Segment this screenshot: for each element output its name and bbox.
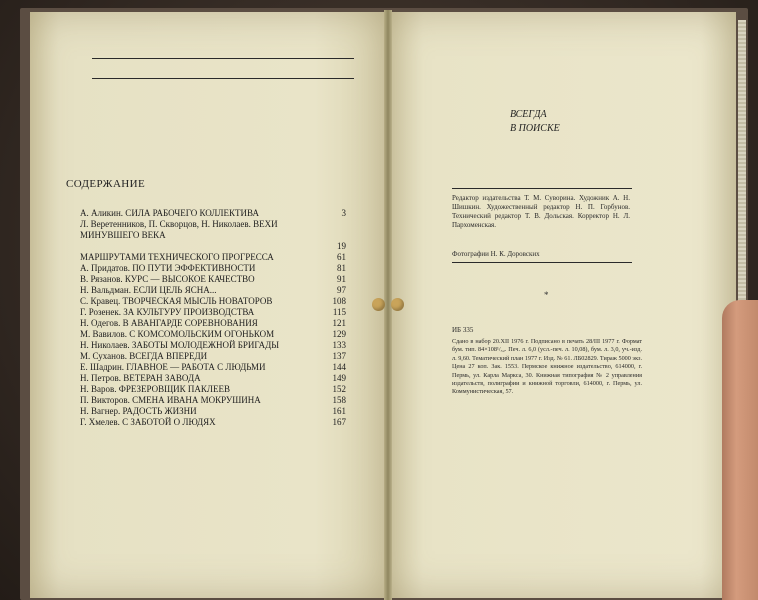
credits-top-rule	[452, 188, 632, 189]
thumb	[722, 300, 758, 600]
toc-entry	[80, 329, 346, 340]
toc-entry-page: 137	[332, 351, 346, 361]
top-rule-1	[92, 58, 354, 59]
toc-entry-page: 61	[337, 252, 346, 262]
toc-entry-title: Н. Николаев. ЗАБОТЫ МОЛОДЕЖНОЙ БРИГАДЫ	[80, 340, 280, 350]
contents-heading: СОДЕРЖАНИЕ	[66, 178, 146, 190]
toc-entry	[80, 296, 346, 307]
toc-entry-title: П. Викторов. СМЕНА ИВАНА МОКРУШИНА	[80, 395, 261, 405]
toc-entry-title: Г. Хмелев. С ЗАБОТОЙ О ЛЮДЯХ	[80, 417, 216, 427]
toc-entry-title: Е. Шадрин. ГЛАВНОЕ — РАБОТА С ЛЮДЬМИ	[80, 362, 266, 372]
toc-entry-page: 129	[332, 329, 346, 339]
toc-entry-title: Н. Вагнер. РАДОСТЬ ЖИЗНИ	[80, 406, 197, 416]
toc-entry-title: С. Кравец. ТВОРЧЕСКАЯ МЫСЛЬ НОВАТОРОВ	[80, 296, 273, 306]
photo-credit: Фотографии Н. К. Доровских	[452, 250, 540, 258]
toc-entry	[80, 285, 346, 296]
toc-entry-page: 121	[332, 318, 346, 328]
toc-entry-page: 152	[332, 384, 346, 394]
toc-entry	[80, 362, 346, 373]
toc-entry-page: 161	[332, 406, 346, 416]
toc-entry-page: 91	[337, 274, 346, 284]
ib-number: ИБ 335	[452, 326, 474, 334]
book-title-line-2: В ПОИСКЕ	[510, 123, 560, 134]
toc-entry	[80, 318, 346, 329]
toc-entry-page: 108	[332, 296, 346, 306]
toc-entry-page: 158	[332, 395, 346, 405]
toc-entry-title: МАРШРУТАМИ ТЕХНИЧЕСКОГО ПРОГРЕССА	[80, 252, 274, 262]
toc-entry	[80, 241, 346, 252]
toc-entry	[80, 252, 346, 263]
book-title-line-1: ВСЕГДА	[510, 109, 547, 120]
right-page	[388, 12, 736, 598]
toc-entry	[80, 263, 346, 274]
toc-entry-page: 167	[332, 417, 346, 427]
toc-entry-page: 149	[332, 373, 346, 383]
toc-entry-title: Н. Варов. ФРЕЗЕРОВЩИК ПАКЛЕЕВ	[80, 384, 231, 394]
binding-thread-right	[391, 298, 404, 311]
book-title	[510, 108, 590, 136]
toc-entry-page: 115	[332, 307, 346, 317]
toc-entry	[80, 307, 346, 318]
toc-entry-title: М. Суханов. ВСЕГДА ВПЕРЕДИ	[80, 351, 208, 361]
toc-entry-title: А. Аликин. СИЛА РАБОЧЕГО КОЛЛЕКТИВА	[80, 208, 259, 218]
toc-entry	[80, 417, 346, 428]
editorial-credits: Редактор издательства Т. М. Суворина. Художник А. Н. Шишкин. Художественный редактор Н. П. Горбунов. Технический редактор Т. В. Дольская. Корректор Н. Л. Пархоменская.	[452, 194, 630, 229]
binding-thread-left	[372, 298, 385, 311]
toc-entry-page: 133	[332, 340, 346, 350]
toc-entry-title: Н. Вальдман. ЕСЛИ ЦЕЛЬ ЯСНА...	[80, 285, 217, 295]
top-rule-2	[92, 78, 354, 79]
toc-entry-page: 19	[337, 241, 346, 251]
toc-entry-page: 81	[337, 263, 346, 273]
imprint-text: Сдано в набор 20.XII 1976 г. Подписано в печать 28/III 1977 г. Формат бум. тип. 84×108¹/₃₂. Печ. л. 6,0 (усл.-печ. л. 10,08), бум. л. 3,0, уч.-изд. л. 9,60. Тематический план 1977 г. Изд. № 61. ЛБ02829. Тираж 5000 экз. Цена 27 коп. Зак. 1553. Пермское книжное издательство, 614000, г. Пермь, ул. Карла Маркса, 30. Книжная типография № 2 управления издательств, полиграфии и книжной торговли, 614000, г. Пермь, ул. Коммунистическая, 57.	[452, 338, 642, 396]
toc-entry	[80, 340, 346, 351]
toc-entry	[80, 373, 346, 384]
toc-entry-page: 144	[332, 362, 346, 372]
toc-entry	[80, 351, 346, 362]
toc-entry	[80, 395, 346, 406]
toc-entry-title: Н. Петров. ВЕТЕРАН ЗАВОДА	[80, 373, 201, 383]
credits-bottom-rule	[452, 262, 632, 263]
toc-entry	[80, 219, 346, 241]
toc-entry-title: Л. Веретенников, П. Скворцов, Н. Николаев. ВЕХИ МИНУВШЕГО ВЕКА	[80, 219, 278, 240]
toc-entry-title: Г. Розенек. ЗА КУЛЬТУРУ ПРОИЗВОДСТВА	[80, 307, 255, 317]
toc-entry	[80, 406, 346, 417]
toc-entry-title: А. Придатов. ПО ПУТИ ЭФФЕКТИВНОСТИ	[80, 263, 256, 273]
toc-entry	[80, 274, 346, 285]
toc-entry-title: М. Вавилов. С КОМСОМОЛЬСКИМ ОГОНЬКОМ	[80, 329, 275, 339]
toc-entry-title: В. Рязанов. КУРС — ВЫСОКОЕ КАЧЕСТВО	[80, 274, 255, 284]
toc-entry-page: 3	[341, 208, 346, 218]
toc-entry-title: Н. Одегов. В АВАНГАРДЕ СОРЕВНОВАНИЯ	[80, 318, 258, 328]
toc-entry	[80, 384, 346, 395]
toc-entry-page: 97	[337, 285, 346, 295]
ornament-star: *	[544, 290, 549, 300]
table-of-contents	[80, 208, 346, 428]
toc-entry	[80, 208, 346, 219]
